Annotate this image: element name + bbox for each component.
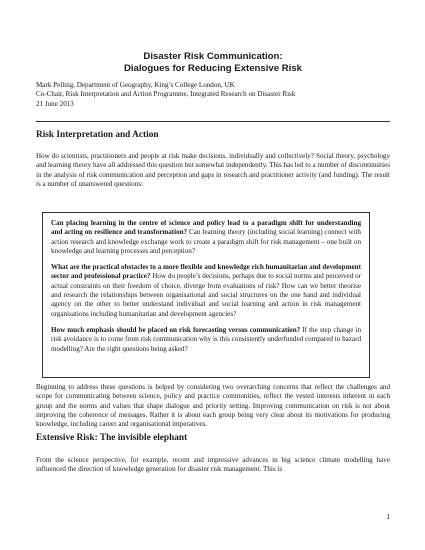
question-text: If the step change in risk avoidance is to come from risk communication why is this consistently underfunded compared to hazard modelling? Are the right questions being asked?	[51, 325, 361, 353]
question-bold: Can placing learning in the centre of science and policy lead to a paradigm shift for understanding and acting on resilience and transformation?	[51, 219, 361, 237]
section1-paragraph: How do scientists, practitioners and people at risk make decisions, individually and collectively? Social theory, psychology and learning theory have all addressed this question but somewhat independently. This has led to a number of discontinuities in the analysis of risk communication and perception and gaps in research and practitioner activity (and funding). The result is a number of unanswered questions:	[36, 152, 390, 188]
header-divider	[36, 121, 390, 122]
affiliation-line: Co-Chair, Risk Interpretation and Action Programme, Integrated Research on Disaster Risk	[36, 90, 296, 99]
section-heading-risk-interpretation: Risk Interpretation and Action	[36, 130, 159, 140]
document-title-line2: Dialogues for Reducing Extensive Risk	[123, 63, 303, 74]
section2-paragraph: From the science perspective, for example, recent and impressive advances in big science climate modelling have influenced the direction of knowledge generation for disaster risk management. This is	[36, 456, 390, 474]
section1-paragraph-2: Beginning to address these questions is helped by considering two overarching concerns that reflect the challenges and scope for communicating between science, policy and practice communities, reflect the vested interests inherent in each group and the norms and values that shape dialogue and priority setting. Improving communication on risk is not about improving the coherence of messages. Rather it is about each group being very clear about its motivations for producing knowledge, including career and organisational imperatives.	[36, 383, 390, 429]
author-info	[36, 81, 396, 109]
question-text: How do people’s decisions, perhaps due to social norms and perceived or actual constraints on their freedom of choice, diverge from evaluations of risk? How can we better theorise and research the relationships between organisational and social structures on the one hand and individual agency on the other to better understand individual and social learning and action in risk management organisations including humanitarian and development agencies?	[51, 272, 361, 318]
date-line: 21 June 2013	[36, 99, 74, 108]
section-heading-extensive-risk: Extensive Risk: The invisible elephant	[36, 433, 188, 443]
question-item	[51, 326, 361, 354]
questions-box	[42, 212, 370, 378]
question-text: Can learning theory (including social learning) connect with action research and knowledge exchange work to create a paradigm shift for risk management – one built on knowledge and learning processes and perception?	[51, 228, 361, 255]
question-bold: What are the practical obstacles to a more flexible and knowledge rich humanitarian and development sector and professional practice?	[51, 263, 361, 281]
author-line: Mark Pelling, Department of Geography, King’s College London, UK	[36, 81, 235, 89]
document-title-line1: Disaster Risk Communication:	[143, 51, 283, 62]
page-number: 1	[386, 513, 390, 521]
question-item	[51, 263, 361, 319]
question-bold: How much emphasis should be placed on risk forecasting versus communication?	[51, 325, 301, 334]
question-item	[51, 219, 361, 256]
